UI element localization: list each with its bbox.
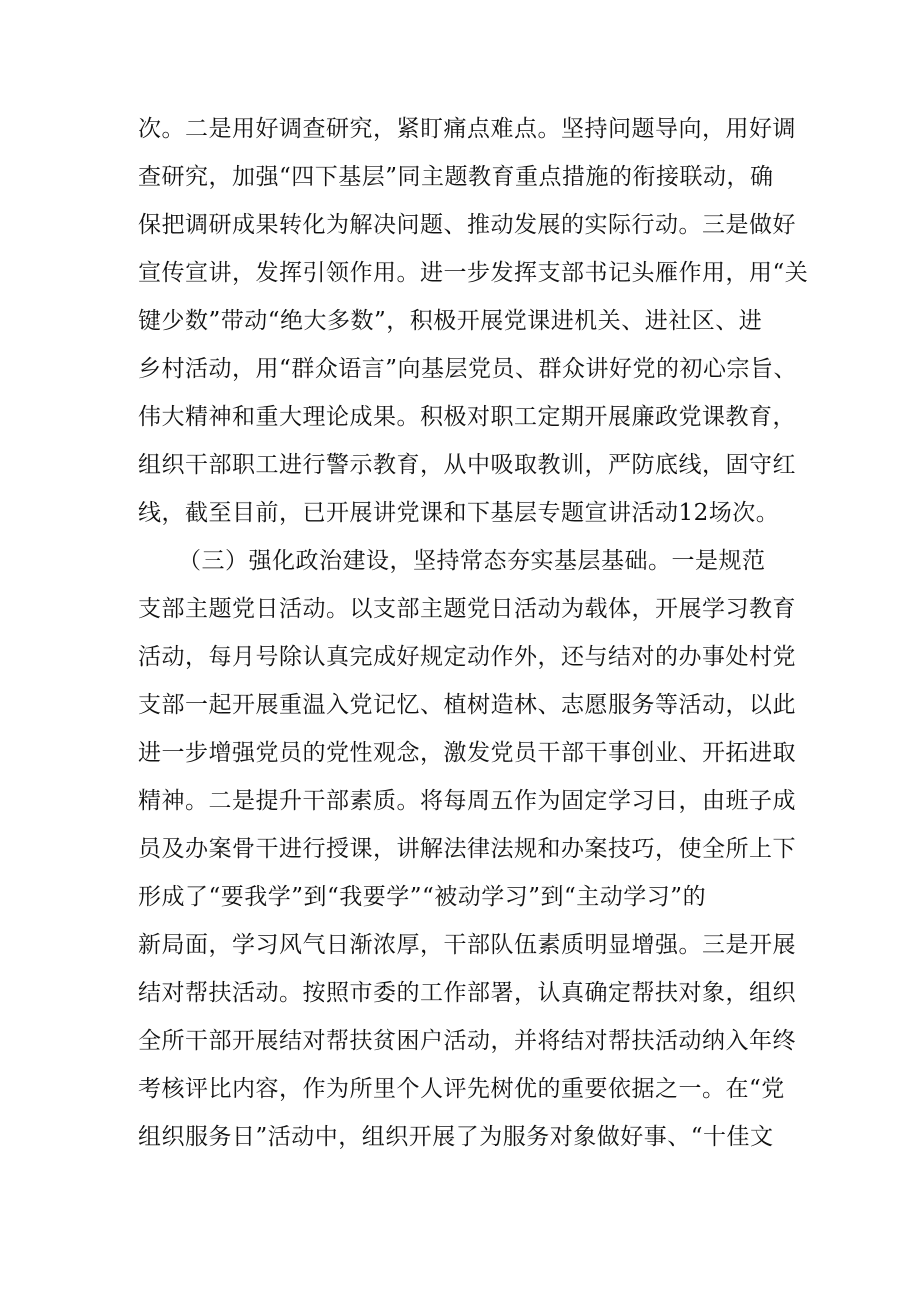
text-line: 全所干部开展结对帮扶贫困户活动，并将结对帮扶活动纳入年终 bbox=[138, 1028, 796, 1054]
text-line: 进一步增强党员的党性观念，激发党员干部干事创业、开拓进取 bbox=[138, 740, 796, 766]
text-line: 查研究，加强“四下基层”同主题教育重点措施的衔接联动，确 bbox=[138, 164, 774, 190]
text-line: 形成了“要我学”到“我要学”“被动学习”到“主动学习”的 bbox=[138, 884, 707, 910]
text-line: 员及办案骨干进行授课，讲解法律法规和办案技巧，使全所上下 bbox=[138, 836, 796, 862]
text-line: 组织干部职工进行警示教育，从中吸取教训，严防底线，固守红 bbox=[138, 452, 796, 478]
text-line: 乡村活动，用“群众语言”向基层党员、群众讲好党的初心宗旨、 bbox=[138, 356, 798, 382]
text-line: 支部一起开展重温入党记忆、植树造林、志愿服务等活动，以此 bbox=[138, 692, 796, 718]
text-line: 活动，每月号除认真完成好规定动作外，还与结对的办事处村党 bbox=[138, 644, 796, 670]
text-line: 组织服务日”活动中，组织开展了为服务对象做好事、“十佳文 bbox=[138, 1124, 774, 1150]
text-line: 结对帮扶活动。按照市委的工作部署，认真确定帮扶对象，组织 bbox=[138, 980, 796, 1006]
text-line: 保把调研成果转化为解决问题、推动发展的实际行动。三是做好 bbox=[138, 212, 796, 238]
text-line: 宣传宣讲，发挥引领作用。进一步发挥支部书记头雁作用，用“关 bbox=[138, 260, 809, 286]
text-line: 线，截至目前，已开展讲党课和下基层专题宣讲活动12场次。 bbox=[138, 500, 780, 526]
text-line: 精神。二是提升干部素质。将每周五作为固定学习日，由班子成 bbox=[138, 788, 796, 814]
text-line: 次。二是用好调查研究，紧盯痛点难点。坚持问题导向，用好调 bbox=[138, 116, 796, 142]
text-line: 支部主题党日活动。以支部主题党日活动为载体，开展学习教育 bbox=[138, 596, 796, 622]
text-line: 键少数”带动“绝大多数”，积极开展党课进机关、进社区、进 bbox=[138, 308, 763, 334]
text-line: 考核评比内容，作为所里个人评先树优的重要依据之一。在“党 bbox=[138, 1076, 785, 1102]
paragraph-continuation bbox=[138, 105, 809, 537]
text-line: 新局面，学习风气日渐浓厚，干部队伍素质明显增强。三是开展 bbox=[138, 932, 796, 958]
text-line: 伟大精神和重大理论成果。积极对职工定期开展廉政党课教育， bbox=[138, 404, 796, 430]
paragraph-section-three bbox=[138, 537, 796, 1161]
section-heading-line: （三）强化政治建设，坚持常态夯实基层基础。一是规范 bbox=[178, 548, 766, 574]
